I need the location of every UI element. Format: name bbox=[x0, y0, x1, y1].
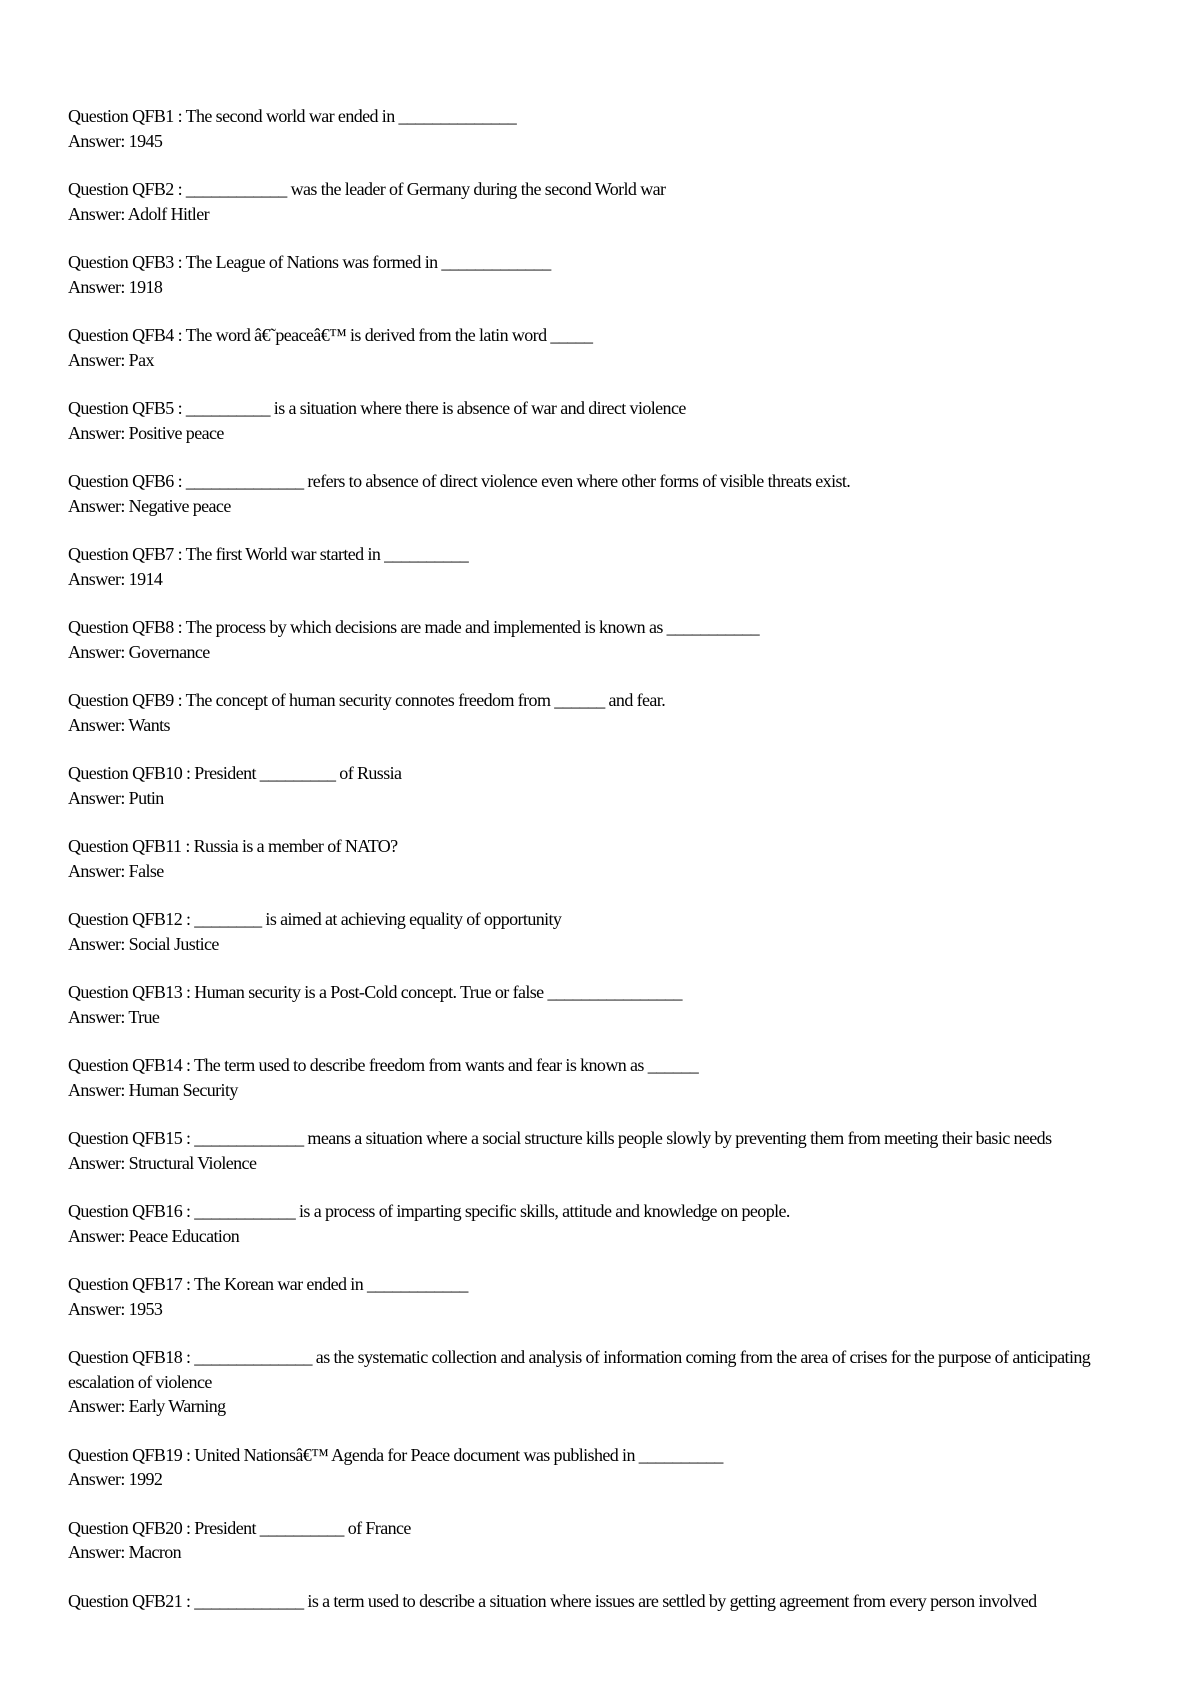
question-text: Question QFB5 : __________ is a situation where there is absence of war and direct violence bbox=[68, 398, 686, 418]
answer-text: Answer: 1945 bbox=[68, 130, 163, 151]
question-text: Question QFB14 : The term used to describe freedom from wants and fear is known as ______ bbox=[68, 1055, 699, 1075]
answer-text: Answer: 1992 bbox=[68, 1469, 163, 1489]
qa-item bbox=[68, 177, 1148, 226]
qa-item bbox=[68, 615, 1148, 664]
qa-item bbox=[68, 542, 1148, 591]
question-text: Question QFB12 : ________ is aimed at achieving equality of opportunity bbox=[68, 909, 562, 929]
answer-text: Answer: Adolf Hitler bbox=[68, 203, 209, 224]
answer-text: Answer: Putin bbox=[68, 787, 164, 808]
qa-item bbox=[68, 1345, 1148, 1419]
answer-text: Answer: Negative peace bbox=[68, 495, 231, 516]
question-text: Question QFB11 : Russia is a member of NATO? bbox=[68, 836, 398, 856]
answer-text: Answer: Social Justice bbox=[68, 933, 219, 954]
answer-text: Answer: Human Security bbox=[68, 1079, 238, 1100]
question-text: Question QFB7 : The first World war started in __________ bbox=[68, 544, 469, 564]
qa-item bbox=[68, 469, 1148, 518]
answer-text: Answer: Wants bbox=[68, 714, 170, 735]
qa-item bbox=[68, 1516, 1148, 1565]
qa-item bbox=[68, 907, 1148, 956]
question-text: Question QFB10 : President _________ of Russia bbox=[68, 763, 402, 783]
question-text: Question QFB6 : ______________ refers to absence of direct violence even where other forms of visible threats exist. bbox=[68, 471, 851, 491]
question-text: Question QFB18 : ______________ as the systematic collection and analysis of information coming from the area of crises for the purpose of anticipating escalation of violence bbox=[68, 1347, 1091, 1392]
answer-text: Answer: True bbox=[68, 1006, 160, 1027]
question-text: Question QFB17 : The Korean war ended in ____________ bbox=[68, 1274, 468, 1294]
qa-item bbox=[68, 104, 1148, 153]
question-text: Question QFB3 : The League of Nations was formed in _____________ bbox=[68, 252, 551, 272]
qa-item bbox=[68, 323, 1148, 372]
qa-item bbox=[68, 1589, 1148, 1614]
answer-text: Answer: Positive peace bbox=[68, 422, 224, 443]
answer-text: Answer: Structural Violence bbox=[68, 1152, 257, 1173]
qa-item bbox=[68, 250, 1148, 299]
question-text: Question QFB20 : President __________ of France bbox=[68, 1517, 411, 1538]
answer-text: Answer: Macron bbox=[68, 1542, 182, 1562]
qa-item bbox=[68, 1272, 1148, 1321]
answer-text: Answer: Early Warning bbox=[68, 1396, 226, 1416]
question-text: Question QFB19 : United Nationsâ€™ Agenda for Peace document was published in __________ bbox=[68, 1444, 723, 1465]
document-page bbox=[68, 104, 1148, 1637]
qa-item bbox=[68, 761, 1148, 810]
qa-item bbox=[68, 396, 1148, 445]
answer-text: Answer: False bbox=[68, 860, 164, 881]
qa-item bbox=[68, 1126, 1148, 1175]
qa-item bbox=[68, 980, 1148, 1029]
question-text: Question QFB4 : The word â€˜peaceâ€™ is derived from the latin word _____ bbox=[68, 325, 593, 345]
qa-item bbox=[68, 1199, 1148, 1248]
answer-text: Answer: 1914 bbox=[68, 568, 163, 589]
qa-item bbox=[68, 1053, 1148, 1102]
qa-item bbox=[68, 688, 1148, 737]
question-text: Question QFB15 : _____________ means a situation where a social structure kills people slowly by preventing them from meeting their basic needs bbox=[68, 1128, 1052, 1148]
question-text: Question QFB13 : Human security is a Post-Cold concept. True or false ________________ bbox=[68, 982, 682, 1002]
question-text: Question QFB1 : The second world war ended in ______________ bbox=[68, 106, 517, 126]
answer-text: Answer: 1953 bbox=[68, 1298, 163, 1319]
question-text: Question QFB2 : ____________ was the leader of Germany during the second World war bbox=[68, 179, 666, 199]
question-text: Question QFB9 : The concept of human security connotes freedom from ______ and fear. bbox=[68, 690, 666, 710]
question-text: Question QFB16 : ____________ is a process of imparting specific skills, attitude and knowledge on people. bbox=[68, 1201, 790, 1221]
question-text: Question QFB8 : The process by which decisions are made and implemented is known as ___________ bbox=[68, 617, 760, 637]
qa-item bbox=[68, 834, 1148, 883]
answer-text: Answer: Peace Education bbox=[68, 1225, 240, 1246]
answer-text: Answer: Governance bbox=[68, 641, 210, 662]
qa-item bbox=[68, 1443, 1148, 1492]
answer-text: Answer: Pax bbox=[68, 349, 154, 370]
question-text: Question QFB21 : _____________ is a term used to describe a situation where issues are settled by getting agreement from every person involved bbox=[68, 1590, 1037, 1611]
answer-text: Answer: 1918 bbox=[68, 276, 163, 297]
